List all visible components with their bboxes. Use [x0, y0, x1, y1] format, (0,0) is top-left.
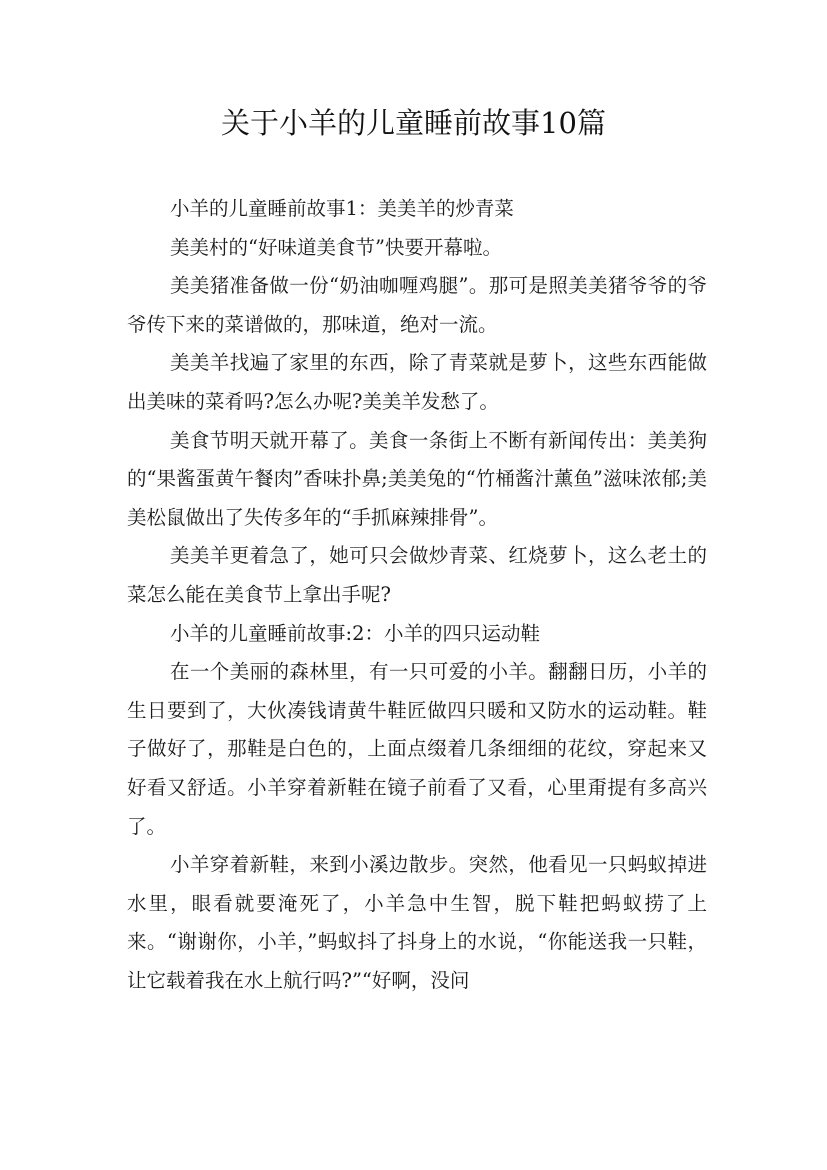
paragraph: 美美村的“好味道美食节”快要开幕啦。 — [170, 235, 502, 259]
paragraph: 小羊的儿童睡前故事:2：小羊的四只运动鞋 — [170, 621, 540, 645]
document-body — [127, 190, 707, 1000]
paragraph: 美美羊更着急了，她可只会做炒青菜、红烧萝卜，这么老土的菜怎么能在美食节上拿出手呢? — [127, 544, 707, 606]
paragraph: 美美猪准备做一份“奶油咖喱鸡腿”。那可是照美美猪爷爷的爷爷传下来的菜谱做的，那味道，绝对一流。 — [127, 274, 707, 336]
paragraph: 小羊穿着新鞋，来到小溪边散步。突然，他看见一只蚂蚁掉进水里，眼看就要淹死了，小羊急中生智，脱下鞋把蚂蚁捞了上来。“谢谢你，小羊，”蚂蚁抖了抖身上的水说，“你能送我一只鞋，让它载着我在水上航行吗?”“好啊，没问 — [127, 853, 707, 992]
document-title: 关于小羊的儿童睡前故事10篇 — [221, 106, 606, 140]
paragraph: 美食节明天就开幕了。美食一条街上不断有新闻传出：美美狗的“果酱蛋黄午餐肉”香味扑鼻;美美兔的“竹桶酱汁薰鱼”滋味浓郁;美美松鼠做出了失传多年的“手抓麻辣排骨”。 — [127, 428, 707, 529]
paragraph: 小羊的儿童睡前故事1：美美羊的炒青菜 — [170, 197, 514, 220]
paragraph: 在一个美丽的森林里，有一只可爱的小羊。翻翻日历，小羊的生日要到了，大伙凑钱请黄牛鞋匠做四只暖和又防水的运动鞋。鞋子做好了，那鞋是白色的，上面点缀着几条细细的花纹，穿起来又好看又舒适。小羊穿着新鞋在镜子前看了又看，心里甭提有多高兴了。 — [127, 660, 707, 838]
paragraph: 美美羊找遍了家里的东西，除了青菜就是萝卜，这些东西能做出美味的菜肴吗?怎么办呢?美美羊发愁了。 — [127, 351, 707, 413]
